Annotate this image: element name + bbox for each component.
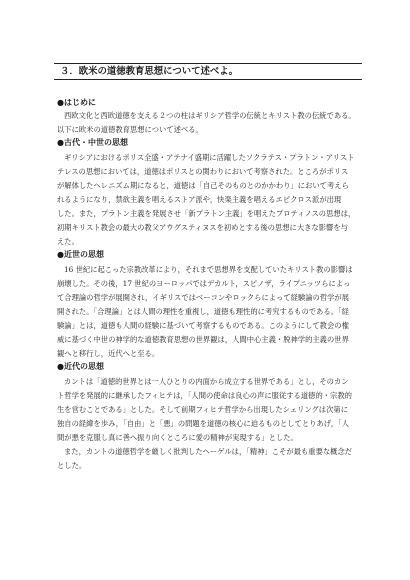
paragraph-line: した。また，プラトン主義を発展させ「新プラトン主義」を唱えたプロティノスの思想は， xyxy=(57,209,356,218)
paragraph-line: カントは「道徳的世界とは一人ひとりの内面から成立する世界である」とし，そのカン xyxy=(64,377,349,386)
section-heading-introduction: ●はじめに xyxy=(57,98,96,107)
paragraph-line: 観へと移行し，近代へと至る。 xyxy=(57,349,160,358)
paragraph-line: て合理論の哲学が展開され，イギリスではベーコンやロックらによって経験論の哲学が展 xyxy=(57,293,350,302)
paragraph-line: 生を営むことである」とした。そして前期フィヒテ哲学から出現したシェリングは次第に xyxy=(57,405,348,414)
section-heading-modern: ●近代の思想 xyxy=(57,362,104,371)
paragraph-line: 崩壊した。その後，17 世紀のヨーロッパではデカルト，スピノザ，ライプニッツらによっ xyxy=(57,279,351,288)
paragraph-line: 威に基づく中世の神学的な道徳教育思想の世界観は，人間中心主義・脱神学的主義の世界 xyxy=(57,335,349,344)
paragraph-line: テレスの思想においては，道徳はポリスとの関わりにおいて考察された。ところがポリス xyxy=(57,167,349,176)
page-title: ３．欧米の道徳教育思想について述べよ。 xyxy=(54,63,362,80)
paragraph-line: 初期キリスト教会の最大の教父アウグスティヌスを初めとする後の思想に大きな影響を与 xyxy=(57,223,348,232)
paragraph-line: れるようになり，禁欲主義を唱えるストア派や，快楽主義を唱えるエピクロス派が出現 xyxy=(57,195,342,204)
paragraph-line: が解体したヘレニズム期になると，道徳は「自己そのものとのかかわり」において考えら xyxy=(57,181,349,190)
paragraph-line: 以下に欧米の道徳教育思想について述べる。 xyxy=(57,125,203,134)
section-heading-early-modern: ●近世の思想 xyxy=(57,250,104,259)
paragraph-line: 独自の経緯を歩み，「自由」と「悪」の問題を道徳の核心に迫るものとしてとりあげ，「人 xyxy=(57,419,350,428)
paragraph-line: えた。 xyxy=(57,237,79,246)
paragraph-line: ト哲学を発展的に継承したフィヒテは，「人間の使命は良心の声に服従する道徳的・宗教的 xyxy=(57,391,352,400)
paragraph-line: また，カントの道徳哲学を厳しく批判したヘーゲルは，「精神」こそが最も重要な概念だ xyxy=(64,447,353,456)
paragraph-line: ギリシアにおけるポリス全盛・アテナイ盛期に活躍したソクラテス・プラトン・アリスト xyxy=(64,153,355,162)
paragraph-line: 験論」とは，道徳も人間の経験に基づいて考察するものである。このようにして教会の権 xyxy=(57,321,349,330)
paragraph-line: 西欧文化と西欧道徳を支える２つの柱はギリシア哲学の伝統とキリスト教の伝統である。 xyxy=(64,111,356,120)
paragraph-line: 開された。「合理論」とは人間の理性を重視し，道徳も理性的に考究するものである。「経 xyxy=(57,307,349,316)
paragraph-line: 間が悪を克服し真に善へ振り向くところに愛の精神が実現する」とした。 xyxy=(57,433,298,442)
paragraph-line: 16 世紀に起こった宗教改革により，それまで思想界を支配していたキリスト教の影響は xyxy=(64,265,353,274)
paragraph-line: とした。 xyxy=(57,461,87,470)
section-heading-ancient-medieval: ●古代・中世の思想 xyxy=(57,138,128,147)
